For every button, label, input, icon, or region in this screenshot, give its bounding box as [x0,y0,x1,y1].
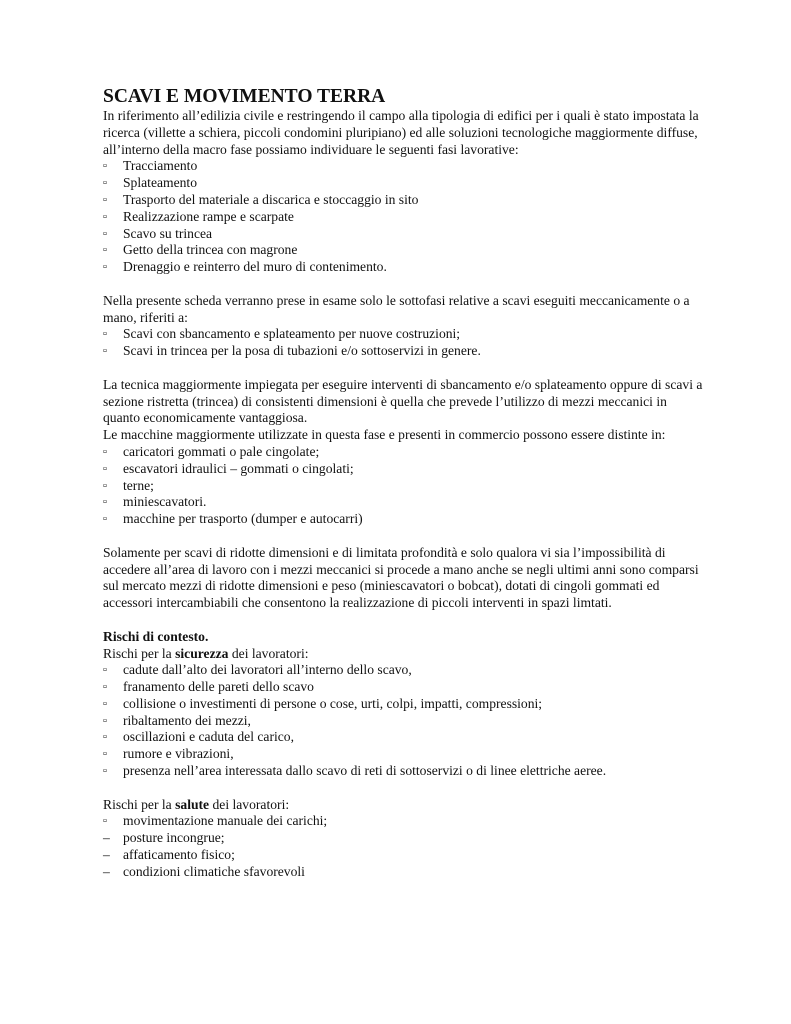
square-bullet-icon: ▫ [103,445,107,458]
list-item: ▫ caricatori gommati o pale cingolate; [103,443,320,459]
list-item: ▫ Scavo su trincea [103,225,213,241]
list-item: ▫ Realizzazione rampe e scarpate [103,208,294,224]
phases-list [103,158,703,276]
list-item: ▫ Trasporto del materiale a discarica e stoccaggio in sito [103,191,419,207]
list-item: ▫ oscillazioni e caduta del carico, [103,729,294,745]
list-item: ▫ escavatori idraulici – gommati o cingolati; [103,460,354,476]
list-item: ▫ Tracciamento [103,158,198,174]
list-item: ▫ Scavi in trincea per la posa di tubazioni e/o sottoservizi in genere. [103,343,481,359]
health-risks-label: Rischi per la salute dei lavoratori: [103,796,290,812]
square-bullet-icon: ▫ [103,479,107,492]
health-risks-list [103,813,703,880]
square-bullet-icon: ▫ [103,193,107,206]
machines-paragraph: Le macchine maggiormente utilizzate in questa fase e presenti in commercio possono essere distinte in: [103,427,666,443]
dash-bullet-icon: – [103,863,110,879]
document-page [103,86,703,881]
scope-paragraph: Nella presente scheda verranno prese in esame solo le sottofasi relative a scavi eseguiti meccanicamente o a mano, riferiti a: [103,292,690,325]
square-bullet-icon: ▫ [103,664,107,677]
dash-bullet-icon: – [103,830,110,846]
square-bullet-icon: ▫ [103,261,107,274]
square-bullet-icon: ▫ [103,815,107,828]
manual-paragraph: Solamente per scavi di ridotte dimensioni e di limitata profondità e solo qualora vi sia l’impossibilità di accedere all’area di lavoro con i mezzi meccanici si procede a mano anche se negli ultimi anni sono comparsi sul mercato mezzi di ridotte dimensioni e peso (miniescavatori o bobcat), dotati di cingoli gommati ed accessori intercambiabili che consentono la realizzazione di piccoli interventi in spazi limtati. [103,544,699,611]
document-title: SCAVI E MOVIMENTO TERRA [103,86,386,107]
list-item: ▫ macchine per trasporto (dumper e autocarri) [103,511,363,527]
safety-risks-list [103,662,703,780]
list-item: ▫ Scavi con sbancamento e splateamento per nuove costruzioni; [103,326,461,342]
list-item: ▫ miniescavatori. [103,494,207,510]
square-bullet-icon: ▫ [103,210,107,223]
list-item: ▫ Splateamento [103,175,197,191]
square-bullet-icon: ▫ [103,462,107,475]
square-bullet-icon: ▫ [103,714,107,727]
list-item: ▫ franamento delle pareti dello scavo [103,679,314,695]
square-bullet-icon: ▫ [103,731,107,744]
list-item: ▫ Drenaggio e reinterro del muro di contenimento. [103,259,387,275]
dash-bullet-icon: – [103,847,110,863]
risks-heading: Rischi di contesto. [103,628,209,644]
square-bullet-icon: ▫ [103,244,107,257]
technique-paragraph: La tecnica maggiormente impiegata per eseguire interventi di sbancamento e/o splateamento oppure di scavi a sezione ristretta (trincea) di consistenti dimensioni è quella che prevede l’utilizzo di mezzi meccanici in quanto economicamente vantaggiosa. [103,376,703,426]
list-item: – affaticamento fisico; [103,847,235,863]
machines-list [103,444,703,528]
list-item: – posture incongrue; [103,830,225,846]
square-bullet-icon: ▫ [103,513,107,526]
square-bullet-icon: ▫ [103,177,107,190]
square-bullet-icon: ▫ [103,496,107,509]
list-item: ▫ collisione o investimenti di persone o cose, urti, colpi, impatti, compressioni; [103,695,543,711]
square-bullet-icon: ▫ [103,697,107,710]
list-item: ▫ terne; [103,477,154,493]
list-item: ▫ cadute dall’alto dei lavoratori all’interno dello scavo, [103,662,412,678]
square-bullet-icon: ▫ [103,765,107,778]
square-bullet-icon: ▫ [103,748,107,761]
square-bullet-icon: ▫ [103,227,107,240]
list-item: – condizioni climatiche sfavorevoli [103,863,305,879]
intro-paragraph: In riferimento all’edilizia civile e restringendo il campo alla tipologia di edifici per i quali è stato impostata la ricerca (villette a schiera, piccoli condomini pluripiano) ed alle soluzioni tecnologiche maggiormente diffuse, all’interno della macro fase possiamo individuare le seguenti fasi lavorative: [103,108,699,157]
list-item: ▫ ribaltamento dei mezzi, [103,712,251,728]
list-item: ▫ presenza nell’area interessata dallo scavo di reti di sottoservizi o di linee elettriche aeree. [103,763,607,779]
square-bullet-icon: ▫ [103,345,107,358]
list-item: ▫ Getto della trincea con magrone [103,242,298,258]
square-bullet-icon: ▫ [103,160,107,173]
list-item: ▫ movimentazione manuale dei carichi; [103,813,328,829]
safety-risks-label: Rischi per la sicurezza dei lavoratori: [103,645,309,661]
list-item: ▫ rumore e vibrazioni, [103,746,234,762]
square-bullet-icon: ▫ [103,681,107,694]
square-bullet-icon: ▫ [103,328,107,341]
scope-list [103,326,703,360]
